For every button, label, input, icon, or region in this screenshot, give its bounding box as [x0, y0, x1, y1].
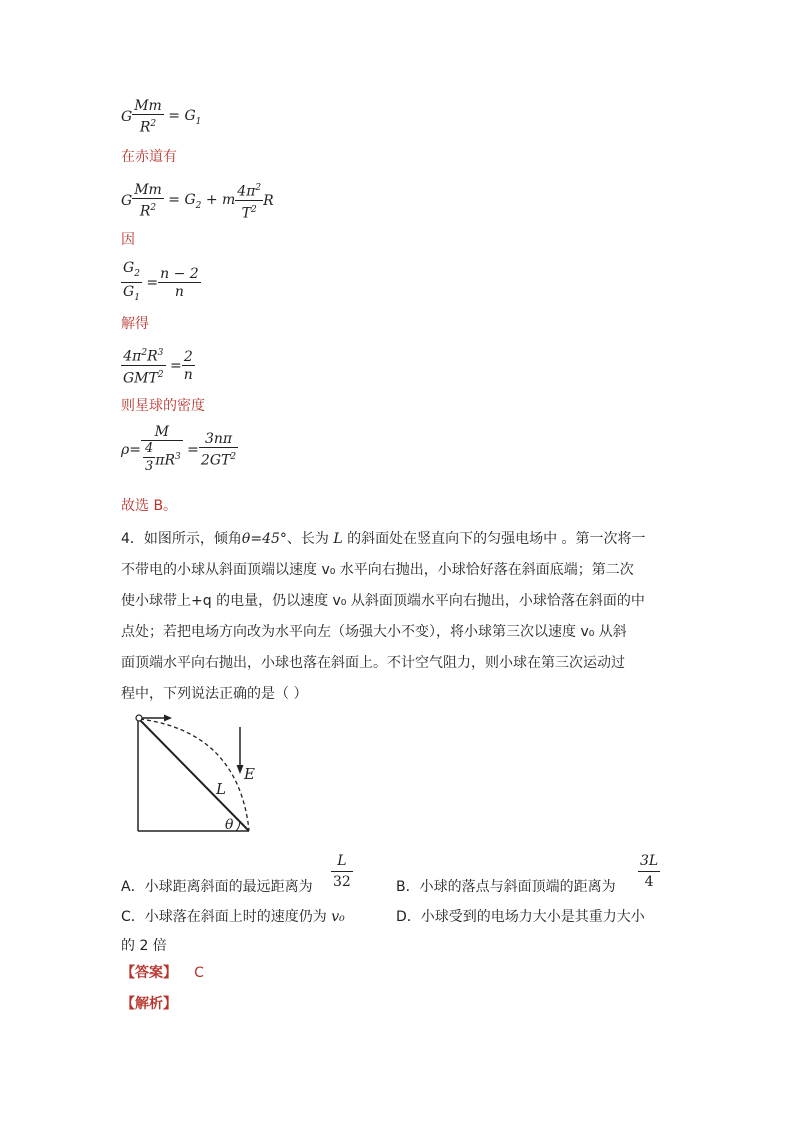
question-text: 的斜面处在竖直向下的匀强电场中 。第一次将一	[347, 531, 646, 547]
option-a-denominator: 32	[333, 874, 351, 890]
option-d: D．小球受到的电场力大小是其重力大小	[396, 909, 645, 925]
option-b-text: B．小球的落点与斜面顶端的距离为	[396, 879, 616, 895]
label-solve: 解得	[121, 316, 149, 332]
label-e: E	[244, 765, 255, 783]
question-text: 、长为	[286, 531, 329, 547]
question-line-2: 不带电的小球从斜面顶端以速度 v₀ 水平向右抛出，小球恰好落在斜面底端；第二次	[121, 562, 634, 578]
label-because: 因	[121, 232, 135, 248]
label-at-equator: 在赤道有	[121, 149, 177, 165]
equation-ratio: $\frac{G_2}{G_1}$ = $\frac{n - 2}{n}$	[123, 260, 199, 303]
angle-arc	[236, 822, 240, 831]
velocity-arrow-head	[164, 715, 172, 722]
question-line-5: 面顶端水平向右抛出，小球也落在斜面上。不计空气阻力，则小球在第三次运动过	[121, 655, 625, 671]
question-line-6: 程中，下列说法正确的是（ ）	[121, 686, 308, 702]
length-symbol: L	[333, 531, 343, 547]
option-d-continued: 的 2 倍	[121, 938, 167, 954]
option-c	[121, 902, 345, 932]
question-line-4: 点处；若把电场方向改为水平向左（场强大小不变），将小球第三次以速度 v₀ 从斜	[121, 624, 627, 640]
answer-value: C	[194, 965, 204, 981]
option-b-numerator: 3L	[638, 851, 660, 872]
label-density: 则星球的密度	[121, 398, 205, 414]
label-l: L	[216, 780, 226, 798]
option-a-numerator: L	[331, 851, 353, 872]
label-theta: θ	[225, 817, 234, 833]
incline-figure	[128, 712, 278, 837]
equation-gravity-pole: G $\frac{Mm}{R^2}$ = $G_1$	[121, 98, 202, 136]
option-c-text: C．小球落在斜面上时的速度仍为	[121, 909, 327, 925]
label-choose: 故选 B。	[121, 498, 178, 514]
question-number: 4．	[121, 531, 144, 547]
option-a-text: A．小球距离斜面的最远距离为	[121, 879, 313, 895]
answer-row	[121, 962, 204, 982]
analysis-label: 【解析】	[121, 996, 177, 1012]
equation-solution: $\frac{4\pi^2R^3}{GMT^2}$ = $\frac{2}{n}$	[121, 345, 195, 387]
theta-value: θ=45°	[241, 531, 287, 547]
option-b-denominator: 4	[644, 874, 654, 890]
answer-label: 【答案】	[121, 965, 177, 981]
equation-gravity-equator: G $\frac{Mm}{R^2}$ = $G_2 + m$ $\frac{4\pi^2}{T^2}$ R	[121, 181, 274, 222]
option-c-value: v₀	[331, 909, 345, 925]
incline-surface	[138, 718, 249, 831]
question-text: 如图所示，倾角	[143, 531, 242, 547]
equation-density: ρ= M $\frac{4}{3}$ $\pi R^3$ = $\frac{3n\pi}{2GT^2}$	[121, 424, 237, 474]
ball	[136, 715, 142, 721]
question-line-3: 使小球带上+q 的电量，仍以速度 v₀ 从斜面顶端水平向右抛出，小球恰落在斜面的中	[121, 593, 645, 609]
option-b-fraction	[638, 851, 660, 892]
option-b	[396, 872, 616, 902]
option-a-fraction	[331, 851, 353, 892]
option-a	[121, 872, 313, 902]
question-line-1	[121, 524, 646, 554]
field-arrow-head	[237, 765, 244, 774]
